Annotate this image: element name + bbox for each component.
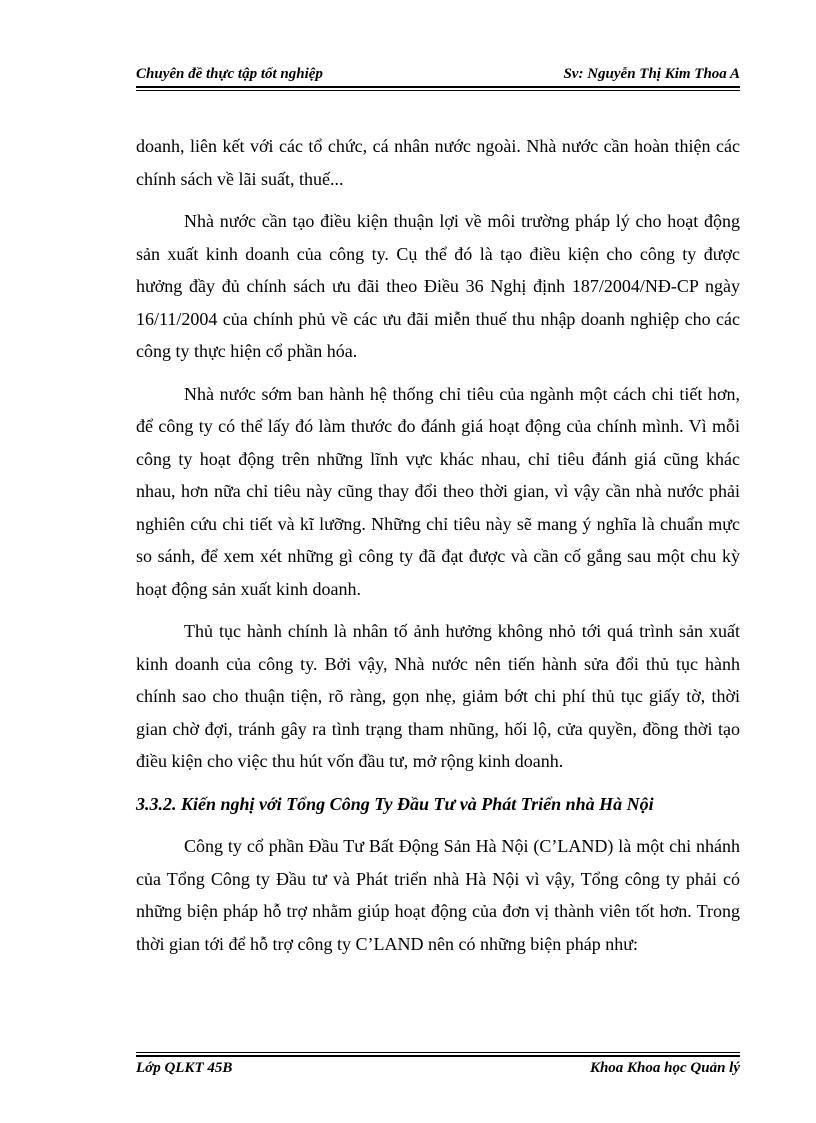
page-body [136,130,740,970]
paragraph-1: doanh, liên kết với các tổ chức, cá nhân nước ngoài. Nhà nước cần hoàn thiện các chính sách về lãi suất, thuế... [136,136,740,189]
footer-rule-thick [136,1055,740,1057]
paragraph-4: Thủ tục hành chính là nhân tố ảnh hưởng không nhỏ tới quá trình sản xuất kinh doanh của công ty. Bởi vậy, Nhà nước nên tiến hành sửa đổi thủ tục hành chính sao cho thuận tiện, rõ ràng, gọn nhẹ, giảm bớt chi phí thủ tục giấy tờ, thời gian chờ đợi, tránh gây ra tình trạng tham nhũng, hối lộ, cửa quyền, đồng thời tạo điều kiện cho việc thu hút vốn đầu tư, mở rộng kinh doanh. [136,621,740,771]
footer-rule-thin [136,1052,740,1053]
paragraph-2: Nhà nước cần tạo điều kiện thuận lợi về môi trường pháp lý cho hoạt động sản xuất kinh doanh của công ty. Cụ thể đó là tạo điều kiện cho công ty được hưởng đầy đủ chính sách ưu đãi theo Điều 36 Nghị định 187/2004/NĐ-CP ngày 16/11/2004 của chính phủ về các ưu đãi miễn thuế thu nhập doanh nghiệp cho các công ty thực hiện cổ phần hóa. [136,211,740,361]
section-heading: 3.3.2. Kiến nghị với Tổng Công Ty Đầu Tư và Phát Triển nhà Hà Nội [136,793,654,814]
page-header [136,62,740,86]
footer-faculty: Khoa Khoa học Quản lý [589,1060,740,1076]
header-rule-thick [136,86,740,88]
page-footer [136,1058,740,1082]
header-rule-thin [136,90,740,91]
paragraph-5: Công ty cổ phần Đầu Tư Bất Động Sản Hà Nội (C’LAND) là một chi nhánh của Tổng Công ty Đầu tư và Phát triển nhà Hà Nội vì vậy, Tổng công ty phải có những biện pháp hỗ trợ nhằm giúp hoạt động của đơn vị thành viên tốt hơn. Trong thời gian tới để hỗ trợ công ty C’LAND nên có những biện pháp như: [136,836,740,954]
header-author: Sv: Nguyễn Thị Kim Thoa A [563,66,740,82]
header-title: Chuyên đề thực tập tốt nghiệp [136,66,323,82]
paragraph-3: Nhà nước sớm ban hành hệ thống chỉ tiêu của ngành một cách chi tiết hơn, để công ty có thể lấy đó làm thước đo đánh giá hoạt động của chính mình. Vì mỗi công ty hoạt động trên những lĩnh vực khác nhau, chỉ tiêu đánh giá cũng khác nhau, hơn nữa chỉ tiêu này cũng thay đổi theo thời gian, vì vậy cần nhà nước phải nghiên cứu chi tiết và kĩ lưỡng. Những chỉ tiêu này sẽ mang ý nghĩa là chuẩn mực so sánh, để xem xét những gì công ty đã đạt được và cần cố gắng sau một chu kỳ hoạt động sản xuất kinh doanh. [136,383,740,599]
footer-class: Lớp QLKT 45B [136,1060,233,1076]
